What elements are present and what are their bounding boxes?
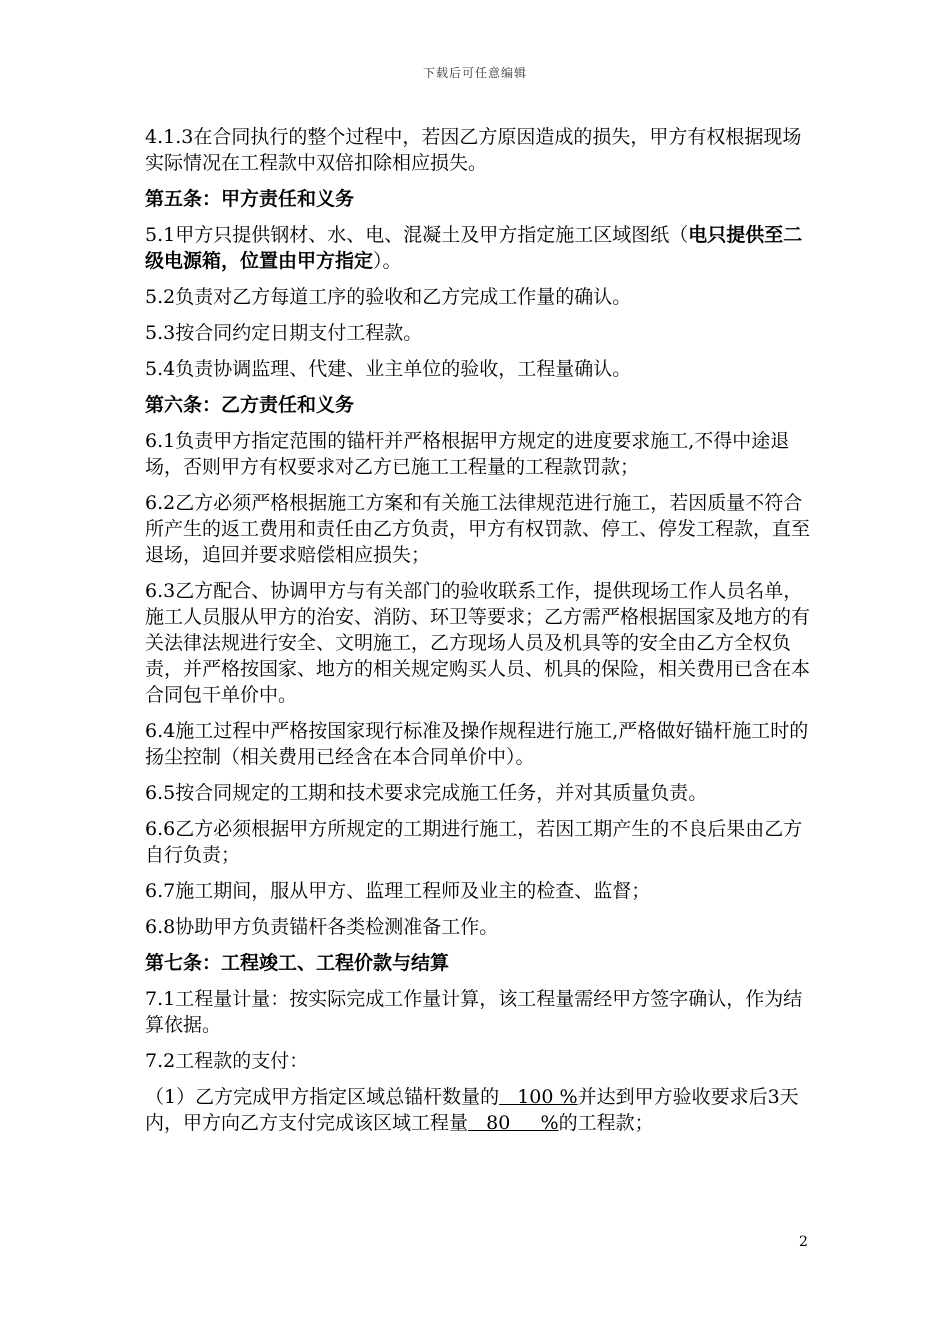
document-body <box>145 124 810 1146</box>
article-7-heading: 第七条：工程竣工、工程价款与结算 <box>145 952 450 974</box>
clause-6-8: 6.8协助甲方负责锚杆各类检测准备工作。 <box>145 916 499 938</box>
clause-5-4: 5.4负责协调监理、代建、业主单位的验收，工程量确认。 <box>145 358 632 380</box>
clause-6-5: 6.5按合同规定的工期和技术要求完成施工任务，并对其质量负责。 <box>145 782 708 804</box>
clause-7-2-1-text-b: 并达到甲方验收要求后3天内，甲方向乙方支付完成该区域工程量 <box>145 1086 799 1134</box>
clause-7-2-1-text-c: 的工程款； <box>558 1112 654 1134</box>
clause-5-1-bold-note: 电只提供至二级电源箱，位置由甲方指定 <box>145 224 803 272</box>
clause-5-3: 5.3按合同约定日期支付工程款。 <box>145 322 423 344</box>
clause-7-2: 7.2工程款的支付： <box>145 1050 309 1072</box>
page-number: 2 <box>799 1234 808 1250</box>
article-5-heading: 第五条：甲方责任和义务 <box>145 188 355 210</box>
clause-6-4: 6.4施工过程中严格按国家现行标准及操作规程进行施工,严格做好锚杆施工时的扬尘控制（相关费用已经含在本合同单价中）。 <box>145 720 809 768</box>
fill-blank-percent-payment: 80 % <box>468 1112 559 1134</box>
clause-7-2-1 <box>145 1084 810 1136</box>
clause-5-1-text: 5.1甲方只提供钢材、水、电、混凝土及甲方指定施工区域图纸（ <box>145 224 689 246</box>
clause-5-1-end: ）。 <box>373 250 402 272</box>
clause-6-2: 6.2乙方必须严格根据施工方案和有关施工法律规范进行施工，若因质量不符合所产生的返工费用和责任由乙方负责，甲方有权罚款、停工、停发工程款，直至退场，追回并要求赔偿相应损失； <box>145 492 811 566</box>
fill-blank-percent-completed: 100 % <box>499 1086 578 1108</box>
clause-7-1: 7.1工程量计量：按实际完成工作量计算，该工程量需经甲方签字确认，作为结算依据。 <box>145 988 803 1036</box>
clause-6-6: 6.6乙方必须根据甲方所规定的工期进行施工，若因工期产生的不良后果由乙方自行负责； <box>145 818 803 866</box>
clause-4-1-3: 4.1.3在合同执行的整个过程中，若因乙方原因造成的损失，甲方有权根据现场实际情况在工程款中双倍扣除相应损失。 <box>145 126 802 174</box>
clause-6-7: 6.7施工期间，服从甲方、监理工程师及业主的检查、监督； <box>145 880 651 902</box>
clause-6-3: 6.3乙方配合、协调甲方与有关部门的验收联系工作，提供现场工作人员名单，施工人员服从甲方的治安、消防、环卫等要求；乙方需严格根据国家及地方的有关法律法规进行安全、文明施工，乙方现场人员及机具等的安全由乙方全权负责，并严格按国家、地方的相关规定购买人员、机具的保险，相关费用已含在本合同包干单价中。 <box>145 580 811 706</box>
clause-5-2: 5.2负责对乙方每道工序的验收和乙方完成工作量的确认。 <box>145 286 632 308</box>
clause-7-2-1-text-a: （1）乙方完成甲方指定区域总锚杆数量的 <box>145 1086 500 1108</box>
clause-6-1: 6.1负责甲方指定范围的锚杆并严格根据甲方规定的进度要求施工,不得中途退场，否则甲方有权要求对乙方已施工工程量的工程款罚款； <box>145 430 790 478</box>
clause-5-1 <box>145 222 810 274</box>
page-header: 下载后可任意编辑 <box>422 66 527 80</box>
article-6-heading: 第六条：乙方责任和义务 <box>145 394 355 416</box>
